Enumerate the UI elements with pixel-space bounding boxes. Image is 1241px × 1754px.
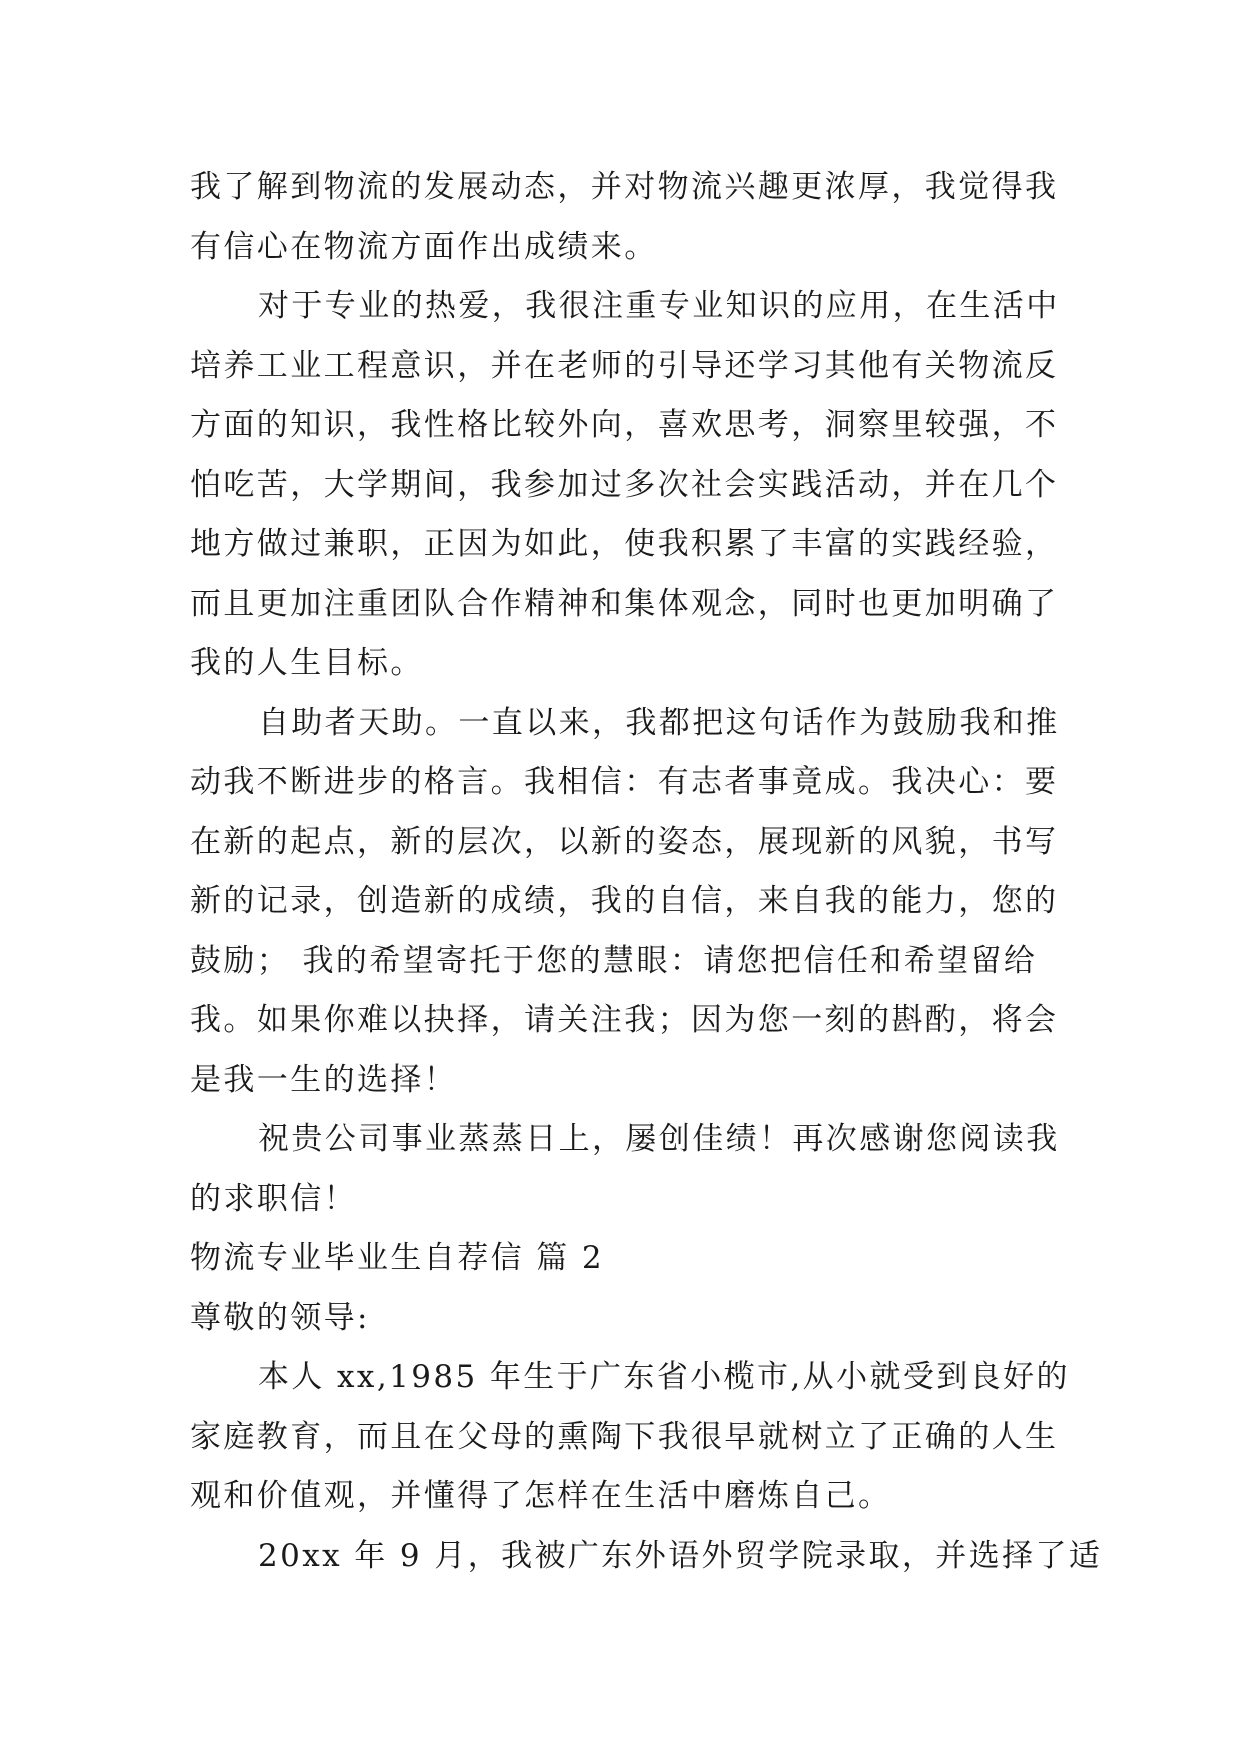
salutation: 尊敬的领导:	[190, 1299, 370, 1336]
text-line: 是我一生的选择！	[190, 1061, 458, 1098]
text-line: 而且更加注重团队合作精神和集体观念，同时也更加明确了	[190, 585, 1059, 622]
text-line: 有信心在物流方面作出成绩来。	[190, 228, 658, 265]
text-line: 动我不断进步的格言。我相信：有志者事竟成。我决心：要	[190, 764, 1059, 800]
document-body	[190, 158, 1103, 1586]
text-line: 的求职信！	[190, 1180, 357, 1217]
text-line: 在新的起点，新的层次，以新的姿态，展现新的风貌，书写	[190, 823, 1059, 860]
text-line: 我的人生目标。	[190, 645, 424, 681]
paragraph-first-line: 自助者天助。一直以来，我都把这句话作为鼓励我和推	[258, 704, 1060, 741]
text-line: 我了解到物流的发展动态，并对物流兴趣更浓厚，我觉得我	[190, 169, 1059, 205]
section-heading: 物流专业毕业生自荐信 篇 2	[190, 1240, 605, 1276]
paragraph-first-line: 祝贵公司事业蒸蒸日上，屡创佳绩！再次感谢您阅读我	[258, 1121, 1060, 1157]
text-line: 家庭教育，而且在父母的熏陶下我很早就树立了正确的人生	[190, 1418, 1059, 1455]
text-line: 培养工业工程意识，并在老师的引导还学习其他有关物流反	[190, 347, 1059, 384]
text-line: 鼓励； 我的希望寄托于您的慧眼：请您把信任和希望留给	[190, 942, 1038, 979]
text-line: 方面的知识，我性格比较外向，喜欢思考，洞察里较强，不	[190, 407, 1059, 443]
text-line: 我。如果你难以抉择，请关注我；因为您一刻的斟酌，将会	[190, 1002, 1059, 1038]
text-line: 怕吃苦，大学期间，我参加过多次社会实践活动，并在几个	[190, 466, 1059, 503]
text-line: 新的记录，创造新的成绩，我的自信，来自我的能力，您的	[190, 883, 1059, 919]
text-line: 地方做过兼职，正因为如此，使我积累了丰富的实践经验，	[190, 526, 1059, 562]
paragraph-first-line: 20xx 年 9 月，我被广东外语外贸学院录取，并选择了适	[258, 1537, 1103, 1574]
paragraph-first-line: 本人 xx,1985 年生于广东省小榄市,从小就受到良好的	[258, 1359, 1070, 1395]
text-line: 观和价值观，并懂得了怎样在生活中磨炼自己。	[190, 1478, 892, 1514]
paragraph-first-line: 对于专业的热爱，我很注重专业知识的应用，在生活中	[258, 288, 1060, 324]
